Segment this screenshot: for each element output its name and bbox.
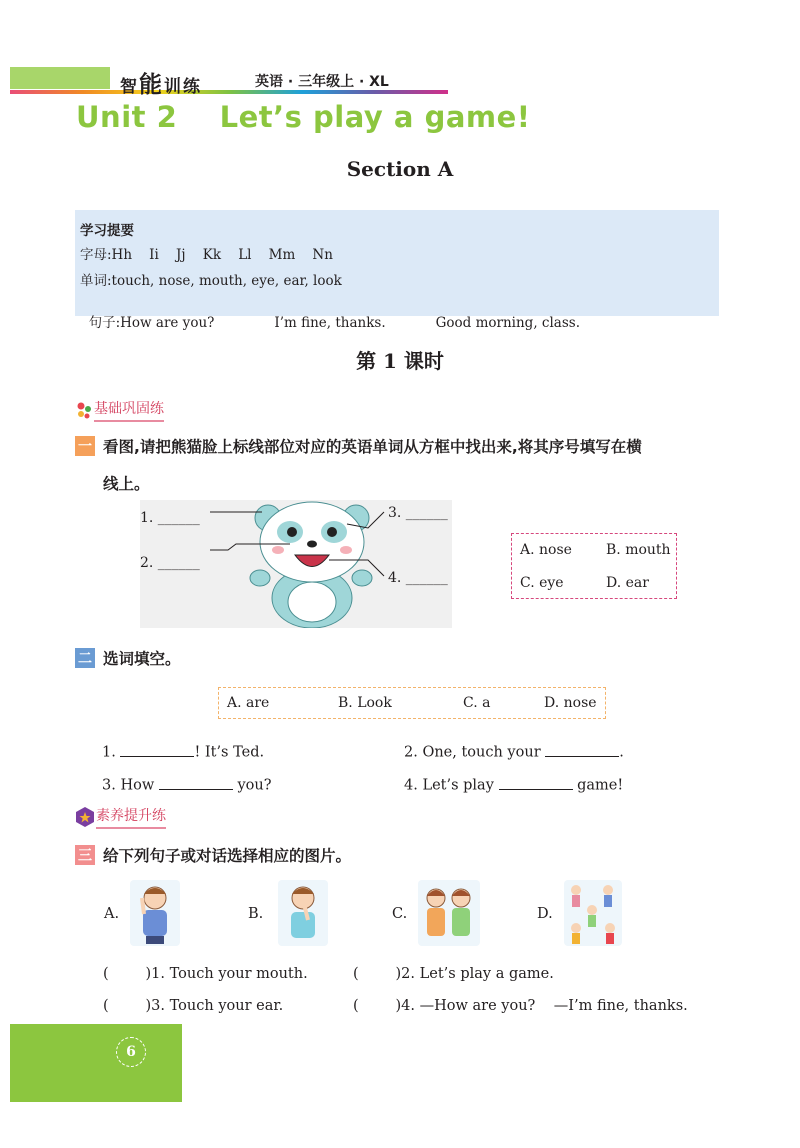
picture-label-b: B. [248, 906, 264, 922]
picture-label-a: A. [104, 906, 120, 922]
q2-option-b: B. Look [338, 695, 392, 711]
question-3-badge: 三 [75, 845, 95, 865]
panda-blank-2[interactable]: 2. ______ [140, 555, 200, 571]
footer-green-block [10, 1024, 182, 1102]
summary-words: 单词:touch, nose, mouth, eye, ear, look [80, 273, 342, 289]
q2-blank-4[interactable] [499, 774, 573, 790]
panda-blank-4[interactable]: 4. ______ [388, 570, 448, 586]
q2-option-a: A. are [227, 695, 270, 711]
sentence-3: Good morning, class. [435, 315, 580, 331]
lesson-title: 第 1 课时 [356, 349, 444, 373]
unit-title: Unit 2 Let’s play a game! [76, 100, 531, 134]
page-number: 6 [116, 1037, 146, 1067]
question-1-text-cont: 线上。 [103, 475, 150, 493]
subject-label: 英语 · 三年级上 · XL [255, 74, 389, 90]
picture-label-c: C. [392, 906, 408, 922]
question-3-text: 给下列句子或对话选择相应的图片。 [103, 847, 352, 865]
brand-logo: 智能训练 [120, 72, 202, 98]
summary-sentences [80, 295, 580, 331]
sentence-2: I’m fine, thanks. [274, 315, 386, 331]
q2-blank-3[interactable] [159, 774, 233, 790]
question-1-text: 看图,请把熊猫脸上标线部位对应的英语单词从方框中找出来,将其序号填写在横 [103, 438, 642, 456]
section-title: Section A [346, 157, 454, 181]
q3-item-2[interactable]: ( )2. Let’s play a game. [353, 966, 554, 982]
q3-item-3[interactable]: ( )3. Touch your ear. [103, 998, 284, 1014]
q1-option-c: C. eye [520, 575, 564, 591]
q3-item-1[interactable]: ( )1. Touch your mouth. [103, 966, 308, 982]
banner-advanced: 素养提升练 [74, 805, 166, 829]
banner-basic: 基础巩固练 [74, 398, 164, 422]
header-green-block [10, 67, 110, 89]
q2-item-4: 4. Let’s play game! [404, 774, 623, 794]
q2-item-1: 1. ! It’s Ted. [102, 741, 264, 761]
sentences-label: 句子: [88, 315, 121, 331]
hexagon-star-icon [74, 806, 96, 828]
q2-option-c: C. a [463, 695, 491, 711]
picture-b-boy-touching-mouth [278, 880, 328, 946]
picture-c-two-girls-greeting [418, 880, 480, 946]
q2-blank-1[interactable] [120, 741, 194, 757]
q2-item-3: 3. How you? [102, 774, 272, 794]
panda-blank-1[interactable]: 1. ______ [140, 510, 200, 526]
sentence-1: How are you? [120, 315, 215, 331]
question-2-text: 选词填空。 [103, 650, 181, 668]
question-2-badge: 二 [75, 648, 95, 668]
q1-option-b: B. mouth [606, 542, 671, 558]
q2-item-2: 2. One, touch your . [404, 741, 624, 761]
q2-blank-2[interactable] [545, 741, 619, 757]
picture-label-d: D. [537, 906, 553, 922]
q1-option-a: A. nose [520, 542, 572, 558]
dots-icon [74, 400, 94, 420]
picture-a-boy-touching-ear [130, 880, 180, 946]
q3-item-4[interactable]: ( )4. —How are you? —I’m fine, thanks. [353, 998, 688, 1014]
picture-d-children-playing-game [564, 880, 622, 946]
q2-option-d: D. nose [544, 695, 597, 711]
summary-letters: 字母:Hh Ii Jj Kk Ll Mm Nn [80, 247, 333, 263]
panda-blank-3[interactable]: 3. ______ [388, 505, 448, 521]
summary-heading: 学习提要 [80, 223, 134, 239]
q1-option-d: D. ear [606, 575, 649, 591]
question-1-badge: 一 [75, 436, 95, 456]
